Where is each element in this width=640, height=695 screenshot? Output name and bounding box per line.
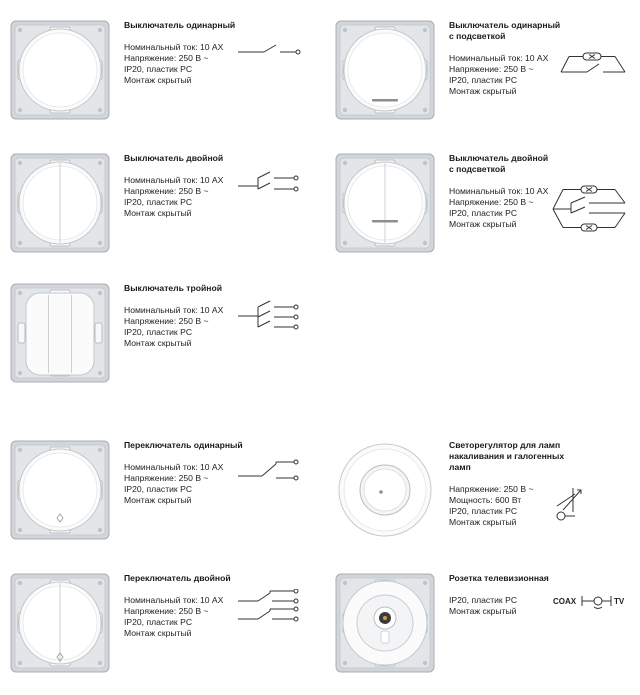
product-card-p5 bbox=[10, 283, 310, 403]
product-specs: Номинальный ток: 10 АХ Напряжение: 250 В ~ IP20, пластик PC Монтаж скрытый bbox=[124, 42, 224, 85]
triple-switch-schematic-icon bbox=[236, 299, 306, 333]
product-card-p2 bbox=[335, 20, 635, 140]
product-photo-p7 bbox=[335, 440, 435, 540]
product-specs: Номинальный ток: 10 АХ Напряжение: 250 В ~ IP20, пластик PC Монтаж скрытый bbox=[124, 595, 224, 638]
double-changeover-schematic-icon bbox=[236, 589, 306, 627]
product-photo-p8 bbox=[10, 573, 110, 673]
product-specs: Номинальный ток: 10 АХ Напряжение: 250 В ~ IP20, пластик PC Монтаж скрытый bbox=[449, 186, 549, 229]
lit-switch-schematic-icon bbox=[559, 50, 631, 82]
product-photo-p4 bbox=[335, 153, 435, 253]
product-title: Переключатель двойной bbox=[124, 573, 231, 583]
product-title: Выключатель одинарный с подсветкой bbox=[449, 20, 561, 41]
product-card-p6 bbox=[10, 440, 310, 560]
double-switch-schematic-icon bbox=[236, 169, 306, 197]
product-card-p7 bbox=[335, 440, 635, 560]
product-title: Розетка телевизионная bbox=[449, 573, 549, 583]
product-card-p8 bbox=[10, 573, 310, 693]
product-title: Выключатель одинарный bbox=[124, 20, 236, 30]
tv-label: TV bbox=[614, 597, 625, 606]
product-card-p3 bbox=[10, 153, 310, 273]
product-specs: Номинальный ток: 10 АХ Напряжение: 250 В ~ IP20, пластик PC Монтаж скрытый bbox=[449, 53, 549, 96]
single-switch-schematic-icon bbox=[236, 40, 306, 60]
product-specs: Номинальный ток: 10 АХ Напряжение: 250 В ~ IP20, пластик PC Монтаж скрытый bbox=[124, 462, 224, 505]
product-title: Светорегулятор для ламп накаливания и галогенных ламп bbox=[449, 440, 565, 472]
coax-label: COAX bbox=[553, 597, 577, 606]
changeover-switch-schematic-icon bbox=[236, 458, 306, 486]
product-photo-p1 bbox=[10, 20, 110, 120]
product-specs: Номинальный ток: 10 АХ Напряжение: 250 В ~ IP20, пластик PC Монтаж скрытый bbox=[124, 175, 224, 218]
product-card-p9 bbox=[335, 573, 635, 693]
product-title: Выключатель двойной bbox=[124, 153, 224, 163]
product-specs: Номинальный ток: 10 АХ Напряжение: 250 В ~ IP20, пластик PC Монтаж скрытый bbox=[124, 305, 224, 348]
product-specs: Напряжение: 250 В ~ Мощность: 600 Вт IP20, пластик PC Монтаж скрытый bbox=[449, 484, 534, 527]
product-photo-p2 bbox=[335, 20, 435, 120]
product-title: Выключатель тройной bbox=[124, 283, 223, 293]
lit-double-switch-schematic-icon bbox=[551, 183, 631, 235]
product-photo-p5 bbox=[10, 283, 110, 383]
product-photo-p6 bbox=[10, 440, 110, 540]
product-photo-p3 bbox=[10, 153, 110, 253]
product-card-p1 bbox=[10, 20, 310, 140]
product-title: Переключатель одинарный bbox=[124, 440, 243, 450]
product-specs: IP20, пластик PC Монтаж скрытый bbox=[449, 595, 518, 616]
product-card-p4 bbox=[335, 153, 635, 273]
tv-socket-schematic-icon bbox=[553, 591, 635, 611]
dimmer-schematic-icon bbox=[553, 484, 585, 524]
product-title: Выключатель двойной с подсветкой bbox=[449, 153, 549, 174]
product-photo-p9 bbox=[335, 573, 435, 673]
